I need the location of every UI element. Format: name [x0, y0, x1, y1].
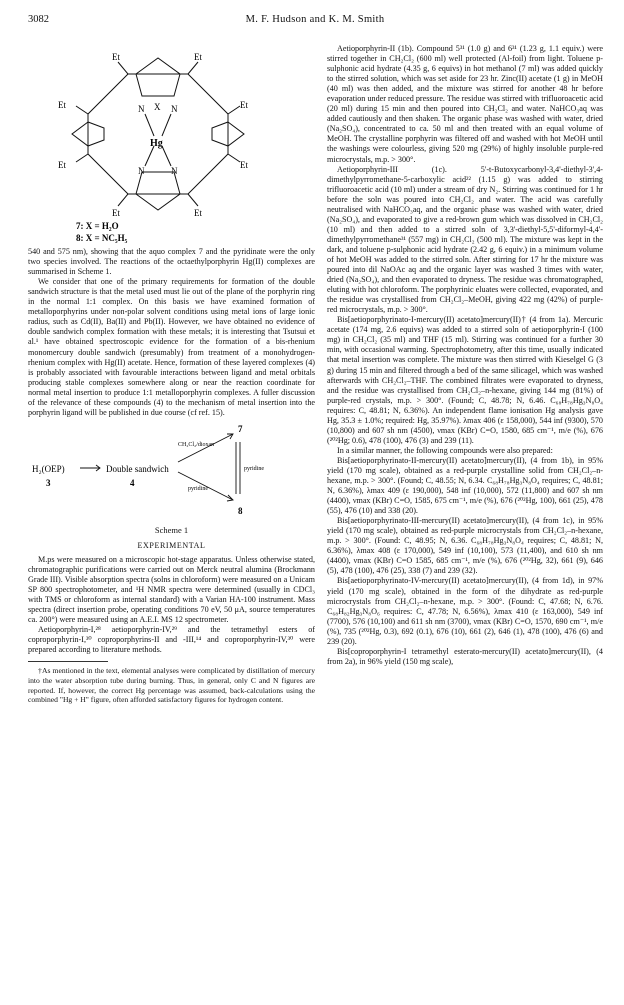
structure-legend-8: 8: X = NC₅H₅: [76, 233, 128, 243]
footnote-divider: [28, 661, 108, 662]
nitrogen-label: N: [171, 104, 178, 114]
nitrogen-label: N: [138, 104, 145, 114]
scheme-pyridine-label: pyridine: [188, 485, 208, 492]
right-column: [327, 44, 603, 667]
paragraph: Bis[aetioporphyrinato-III-mercury(II) acetato]mercury(II), (4 from 1c), in 95% yield (170 mg scale), obtained as red-purple microcrystals from CH₂Cl₂–n-hexane, m.p. > 300°. (Found: C, 48.95; N, 6.36. C₆₈H₇₈Hg₃N₈O₄ requires; C, 48.81; N, 6.36%), λmax 408 (ε 170,000), 549 inf (10,100), 573 (11,400), and 610 sh nm (4400), νmax (KBr) C=O 1585, 685 cm⁻¹, m/e (%), 676 (²⁰²Hg, 32), 661 (9), 646 (5), 478 (100), 476 (25), 338 (7) and 239 (32).: [327, 516, 603, 576]
paragraph: 540 and 575 nm), showing that the aquo complex 7 and the pyridinate were the only two species involved. The reactions of the octaethylporphyrin Hg(II) complexes are summarised in Scheme 1.: [28, 247, 315, 277]
ethyl-label: Et: [58, 100, 66, 110]
scheme-solvent-label: CH₂Cl₂/dioxan: [178, 441, 215, 448]
scheme-compound-7: 7: [238, 423, 243, 434]
ethyl-label: Et: [194, 52, 202, 62]
page-number: 3082: [28, 14, 49, 25]
ethyl-label: Et: [112, 52, 120, 62]
paragraph: We consider that one of the primary requirements for formation of the double sandwich structure is that the metal used must lie out of the plane of the porphyrin ring in the normal 1:1 complex. On this basis we have examined formation of metalloporphyrins under non-polar solvent conditions using metal ions of large ionic radius, such as Cd(II), Ba(II) and Pb(II). However, we have obtained no evidence of double sandwich complex formation with these metals; it is interesting that Tsutsui et al.¹ have obtained spectroscopic evidence for the formation of a bis-rhenium monomercury double sandwich (presumably) from treatment of a monohydrogen-rhenium complex with Hg(II) acetate. Hence, formation of these layered complexes (4) is probably associated with favourable interactions between ligand and metal orbitals producing stable complexes somewhere along or near the reaction coordinate for normal metal insertion to produce 1:1 metalloporphyrin complexes. A fuller discussion of the relevance of these compounds (4) to the mechanism of metal insertion into the porphyrin ligand will be published in due course (cf ref. 15).: [28, 277, 315, 417]
scheme-1-diagram: [28, 422, 315, 518]
section-heading: EXPERIMENTAL: [137, 540, 206, 550]
scheme-double-sandwich: Double sandwich: [106, 463, 169, 474]
scheme-compound-4: 4: [130, 477, 135, 488]
structure-legend-7: 7: X = H₂O: [76, 221, 119, 231]
scheme-h2oep: H₂(OEP): [32, 463, 65, 474]
ligand-x-label: X: [154, 102, 161, 112]
paragraph: Bis[aetioporphyrinato-II-mercury(II) acetato]mercury(II), (4 from 1b), in 95% yield (170 mg scale), obtained as a red-purple crystalline solid from CH₂Cl₂–n-hexane, m.p. > 300°. (Found; C, 48.55; N, 6.34. C₆₈H₇₈Hg₃N₈O₄ requires; C, 48.81; N, 6.36%), λmax 409 (ε 190,000), 548 inf (10,000), 572 (11,800) and 607 sh nm (4400), νmax (KBr) C=O, 1585, 675 cm⁻¹, m/e (%), 676 (²⁰²Hg, 100), 661 (25), 478 (55), 476 (10) and 338 (20).: [327, 455, 603, 516]
scheme-compound-8: 8: [238, 505, 243, 516]
paragraph: Aetioporphyrin-III (1c). 5'-t-Butoxycarbonyl-3,4'-diethyl-3',4-dimethylpyrromethane-5-carboxylic acid²² (1.15 g) was added to stirring trifluoroacetic acid (10 ml) under a stream of dry N₂. Stirring was continued for 1 hr before the soln was poured into CH₂Cl₂ and water. The acid was carefully neutralised with NaHCO₃aq, and the organic phase was washed with water, dried (Na₂SO₄), and evaporated to give a red-brown gum which was dissolved in CH₂Cl₂ (10 ml) and then added to a stirred soln of 3,3'-diethyl-5,5'-diformyl-4,4'-dimethylpyrromethane³¹ (557 mg) in CH₂Cl₂ (500 ml). The mixture was kept in the dark, and toluene p-sulphonic acid hydrate (2.42 g, 6 equiv.) in a minimum volume of hot MeOH was added to the stirred soln. After stirring for 17 hr the mixture was poured into dil NaOAc aq and the organic layer was washed 3 times with water, dried (Na₂SO₄), and then evaporated to dryness. The residue was chromatographed, eluting with hot chloroform. The porphyrinic eluates were collected, evaporated, and the residue was crystallised from CH₂Cl₂–MeOH, giving 422 mg (42%) of purple-red microcrystals, m.p. > 300°.: [327, 164, 603, 315]
left-column: [28, 44, 315, 705]
mercury-label: Hg: [150, 138, 163, 149]
ethyl-label: Et: [240, 160, 248, 170]
nitrogen-label: N: [171, 166, 178, 176]
paragraph: Aetioporphyrin-I,²⁸ aetioporphyrin-IV,²⁹ and the tetramethyl esters of coproporphyrin-I,³⁰ coproporphyrins-II and -III,¹⁴ and coproporphyrin-IV,³⁰ were prepared according to literature methods.: [28, 625, 315, 655]
ethyl-label: Et: [112, 208, 120, 218]
ethyl-label: Et: [58, 160, 66, 170]
paragraph: In a similar manner, the following compounds were also prepared:: [337, 445, 553, 455]
ethyl-label: Et: [240, 100, 248, 110]
nitrogen-label: N: [138, 166, 145, 176]
paragraph: M.ps were measured on a microscopic hot-stage apparatus. Unless otherwise stated, chromatographic purifications were carried out on Merck neutral alumina (Brockmann Grade III). Visible absorption spectra (solns in chloroform) were measured on a Unicam SP 800 spectrophotometer, and ¹H NMR spectra were determined (usually in CDCl₃ with TMS or chloroform as internal standard) with a Varian HA-100 instrument. Mass spectra (direct insertion probe, operating conditions 70 eV, 50 μA, source temperatures ca. 200°) were measured using an A.E.I. MS 12 spectrometer.: [28, 554, 315, 625]
running-title: M. F. Hudson and K. M. Smith: [245, 14, 385, 25]
scheme-caption: Scheme 1: [154, 524, 189, 535]
paragraph: Aetioporphyrin-II (1b). Compound 5³¹ (1.0 g) and 6³¹ (1.23 g, 1.1 equiv.) were stirred together in CH₂Cl₂ (600 ml) well protected (Al-foil) from light. Toluene p-sulphonic acid hydrate (4.35 g, 6 equivs) in hot methanol (7 ml) was added quickly to the stirred solution, which was set aside for 23 hr. Zinc(II) acetate (1 g) in MeOH (40 ml) was then added, and the mixture was stirred for another 48 hr before evaporation under reduced pressure. The residue was stirred with trifluoroacetic acid (20 ml) during 15 min and then poured into CH₂Cl₂ and water. NaHCO₃aq was added cautiously and then shaken. The organic phase was washed with water, dried (Na₂SO₄), concentrated to ca. 50 ml and then treated with an equal volume of MeOH. The crystalline porphyrin was filtered off and washed with hot MeOH until the washings were colourless, giving 520 mg (29%) of highly insoluble purple-red microcrystals, m.p. > 300°.: [327, 44, 603, 164]
footnote: †As mentioned in the text, elemental analyses were complicated by distillation of mercury into the water absorption tube during burning. Thus, in general, only C and N figures are reported. If, however, the correct Hg percentage was assumed, back-calculations using the combined "Hg + H" figure, often afforded satisfactory figures for hydrogen content.: [28, 666, 315, 705]
paragraph: Bis[aetioporphyrinato-I-mercury(II) acetato]mercury(II)† (4 from 1a). Mercuric acetate (174 mg, 2.6 equivs) was added to a stirred soln of aetioporphyrin-I (100 mg) in CH₂Cl₂ (35 ml) and THF (15 ml). Stirring was continued for a further 30 min, with occasional warming. Spectrophotometry, after this time, usually indicated that metal insertion was complete. The mixture was then stirred with Kieselgel G (3 g) during 15 min and filtered through a bed of the same silicagel, which was washed afterwards with CH₂Cl₂–THF. The combined filtrates were evaporated to dryness, and the residue was crystallised from CH₂Cl₂–n-hexane, giving 144 mg (81%) of purple-red crystals, m.p. > 300°. (Found; C, 48.78; N, 6.46. C₆₈H₇₈Hg₃N₈O₄ requires: C, 48.81; N, 6.36%). An independent flame ionisation Hg analysis gave Hg, 35.3 ± 1.0%; required: Hg, 35.97%). λmax 406 (ε 158,000), 544 inf (9300), 570 (10,800) and 607 sh nm (4500), νmax (KBr) C=O, 1580, 685 cm⁻¹, m/e (%), 676 (²⁰²Hg; 0.6), 478 (100), 476 (3) and 239 (11).: [327, 315, 603, 445]
scheme-compound-3: 3: [46, 477, 51, 488]
paragraph: Bis[aetioporphyrinato-IV-mercury(II) acetato]mercury(II), (4 from 1d), in 97% yield (170 mg scale), obtained in the form of the dihydrate as red-purple microcrystals from CH₂Cl₂–n-hexane, m.p. > 300°. (Found: C, 47.68; N, 6.76. C₆₈H₈₂Hg₃N₈O₆ requires: C, 47.78; N, 6.56%), λmax 410 (ε 163,000), 549 inf (7700), 576 (10,100) and 611 sh nm (3700), νmax (KBr) C=O, 1570, 690 cm⁻¹, m/e (%), 735 (²⁰²Hg, 0.3), 692 (0.1), 676 (10), 661 (2), 646 (1), 478 (100), 476 (6) and 239 (20).: [327, 576, 603, 646]
paragraph: Bis[coproporphyrin-I tetramethyl esterato-mercury(II) acetato]mercury(II), (4 from 2a), in 96% yield (150 mg scale),: [327, 646, 603, 666]
scheme-pyridine-label: pyridine: [244, 465, 264, 472]
porphyrin-structure-diagram: [28, 44, 315, 244]
page-header: [28, 14, 602, 30]
ethyl-label: Et: [194, 208, 202, 218]
